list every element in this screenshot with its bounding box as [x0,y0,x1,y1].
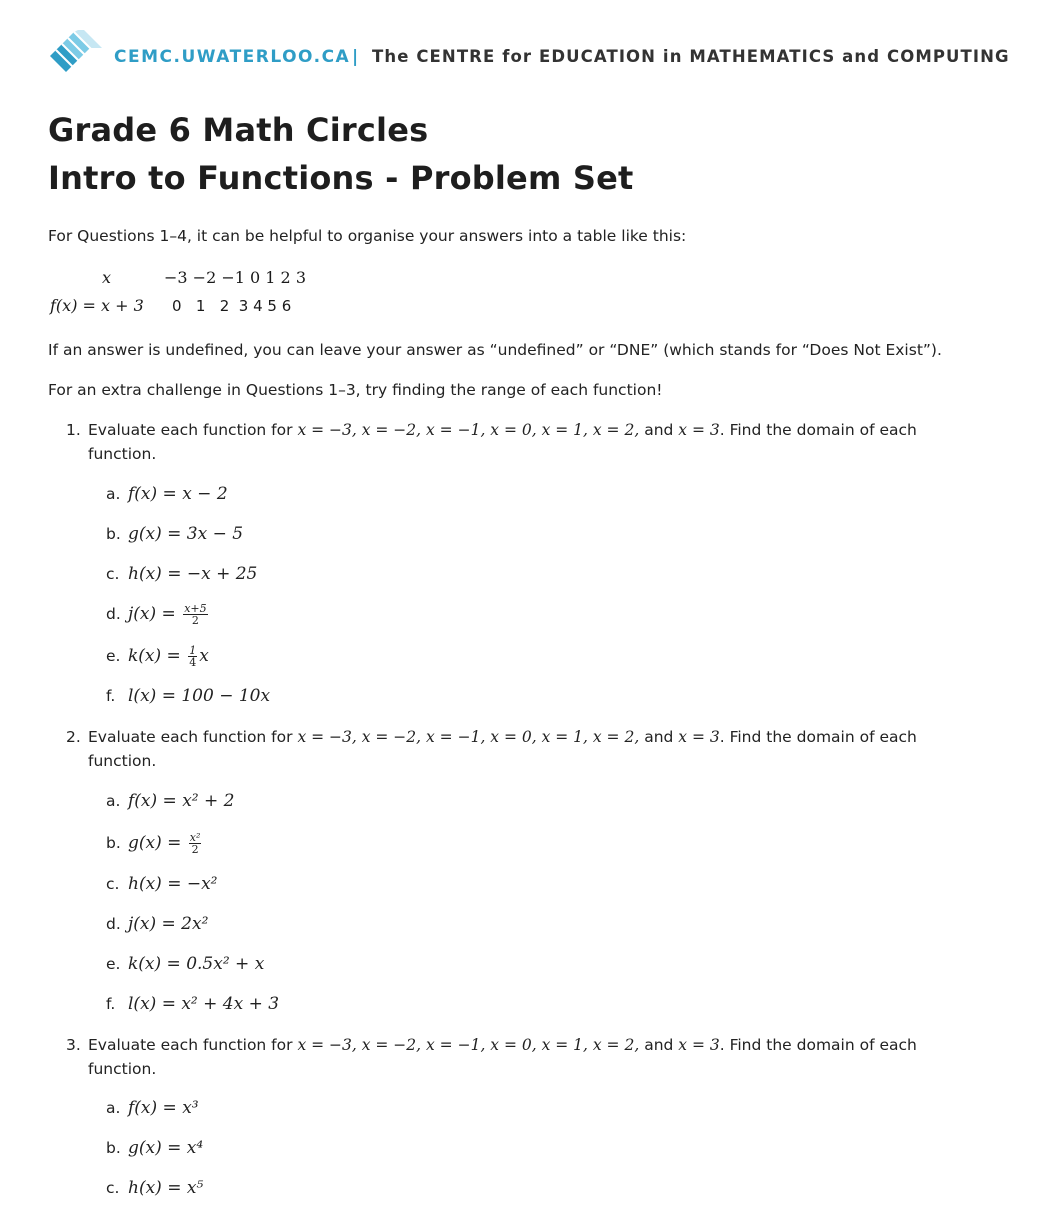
list-item: c. h(x) = −x + 25 [106,564,258,584]
header-divider: | [352,47,359,67]
question-text: Evaluate each function for x = −3, x = −2, x = −1, x = 0, x = 1, x = 2, and x = 3. Find the domain of each function. [88,1036,917,1078]
list-item: d. j(x) = $\frac{x+5}{2}$ [106,602,207,627]
question-text: Evaluate each function for x = −3, x = −2, x = −1, x = 0, x = 1, x = 2, and x = 3. Find the domain of each function. [88,728,917,770]
list-item: e. k(x) = 0.5x² + x [106,954,265,974]
list-item: c. h(x) = x⁵ [106,1178,204,1198]
centre-name: The CENTRE for EDUCATION in MATHEMATICS and COMPUTING [372,47,1010,66]
site-link[interactable]: CEMC.UWATERLOO.CA [114,47,351,67]
list-item: b. g(x) = $\frac{\text{x²}}{2}$ [106,831,201,856]
list-item: b. g(x) = x⁴ [106,1138,204,1158]
page-title: Grade 6 Math Circles [48,111,429,149]
list-item: b. g(x) = 3x − 5 [106,524,244,544]
page-subtitle: Intro to Functions - Problem Set [48,159,634,197]
fraction: $\frac{1}{4}$ [189,644,197,669]
list-item: a. f(x) = x² + 2 [106,791,235,811]
list-item: d. j(x) = 2x² [106,914,209,934]
question-2 [66,725,1006,773]
example-table [48,266,348,326]
question-number: 2. [66,728,81,746]
question-text: Evaluate each function for x = −3, x = −2, x = −1, x = 0, x = 1, x = 2, and x = 3. Find the domain of each function. [88,421,917,463]
fraction: $\frac{\text{x²}}{2}$ [189,831,201,856]
challenge-note: For an extra challenge in Questions 1–3, try finding the range of each function! [48,381,663,399]
list-item: f. l(x) = x² + 4x + 3 [106,994,280,1014]
fraction: $\frac{x+5}{2}$ [184,602,207,627]
intro-text: For Questions 1–4, it can be helpful to organise your answers into a table like this: [48,227,687,245]
question-number: 1. [66,421,81,439]
question-number: 3. [66,1036,81,1054]
question-1 [66,418,1006,466]
list-item: c. h(x) = −x² [106,874,218,894]
list-item: a. f(x) = x³ [106,1098,199,1118]
cemc-logo-icon [48,30,104,80]
table-x-values: −3 −2 −1 0 1 2 3 [164,268,306,287]
question-3 [66,1033,1006,1081]
page-header [48,30,1018,82]
list-item: f. l(x) = 100 − 10x [106,686,271,706]
table-f-label: f(x) = x + 3 [50,296,144,315]
undefined-note: If an answer is undefined, you can leave your answer as “undefined” or “DNE” (which stands for “Does Not Exist”). [48,341,942,359]
list-item: a. f(x) = x − 2 [106,484,228,504]
list-item: e. k(x) = $\frac{1}{4}$ x [106,644,209,669]
table-f-values: 0 1 2 3 4 5 6 [172,297,292,315]
table-x-label: x [102,268,112,287]
